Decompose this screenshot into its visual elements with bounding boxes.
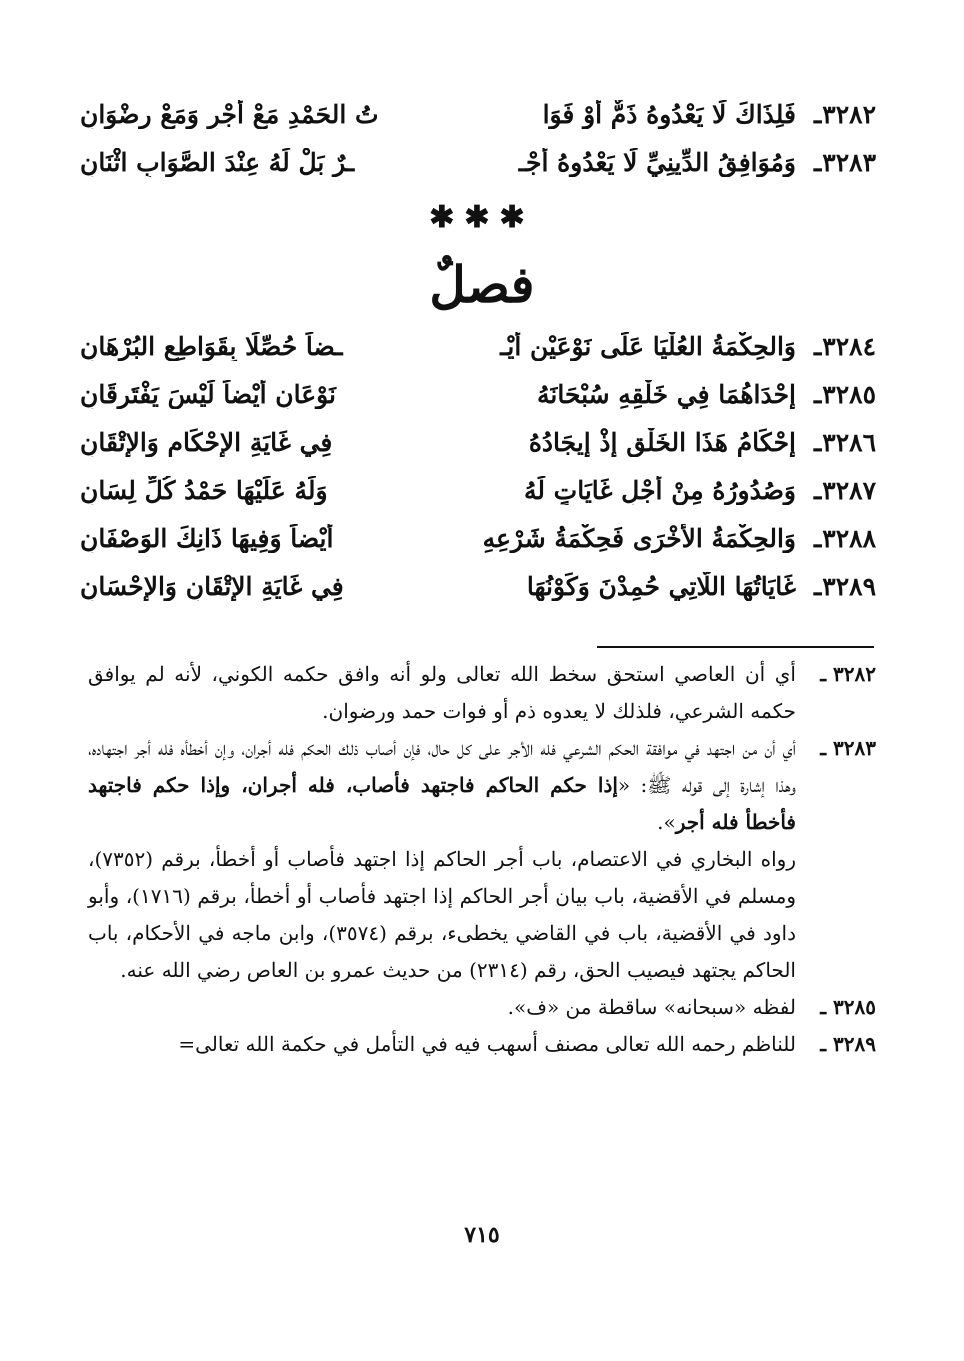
verses-section: [80, 332, 876, 620]
verse-first-hemistich: وَصُدُورُهُ مِنْ أَجْلِ غَايَاتٍ لَهُ: [523, 476, 796, 505]
footnotes: [88, 656, 876, 1063]
verse-row: [80, 148, 876, 196]
verse-row: [80, 380, 876, 428]
footnote-text: [88, 730, 796, 841]
section-separator-stars: ✱✱✱: [429, 200, 535, 235]
verse-second-hemistich: نَوْعَانِ أَيْضاً لَيْسَ يَفْتَرِقَانِ: [80, 380, 336, 409]
footnote-number: ٣٢٨٥ ـ: [820, 995, 876, 1019]
verse-row: [80, 524, 876, 572]
verse-first-hemistich: وَالحِكْمَةُ العُلْيَا عَلَى نَوْعَيْنِ أَيْـ: [500, 332, 796, 361]
footnote-text-intro: أي أن من اجتهد في موافقة الحكم الشرعي فله الأجر على كل حال، فإن أصاب ذلك الحكم فله أجران، وإن أخطأه فله أجر اجتهاده، وهذا إشارة إلى قوله ﷺ: «: [88, 736, 796, 797]
verse-number: ٣٢٨٩ـ: [813, 572, 876, 601]
hadith-quote: إذا حكم الحاكم فاجتهد فأصاب، فله أجران، وإذا حكم فاجتهد فأخطأ فله أجر: [88, 773, 796, 834]
verse-row: [80, 100, 876, 148]
verse-number: ٣٢٨٨ـ: [813, 524, 876, 553]
verse-first-hemistich: غَايَاتُهَا اللَّاتِي حُمِدْنَ وَكَوْنُهَا: [526, 572, 796, 601]
verse-number: ٣٢٨٥ـ: [813, 380, 876, 409]
verse-row: [80, 428, 876, 476]
footnote-number: ٣٢٨٩ ـ: [820, 1032, 876, 1056]
footnote: [88, 730, 876, 841]
verse-first-hemistich: وَمُوَافِقُ الدِّينِيِّ لَا يَعْدُوهُ أَجْـ: [518, 148, 796, 177]
footnote-number: ٣٢٨٢ ـ: [820, 662, 876, 686]
verse-second-hemistich: فِي غَايَةِ الإِتْقَانِ وَالإِحْسَانِ: [80, 572, 344, 601]
footnote-text: للناظم رحمه الله تعالى مصنف أسهب فيه في التأمل في حكمة الله تعالى=: [178, 1032, 796, 1056]
verse-second-hemistich: فِي غَايَةِ الإِحْكَامِ وَالإِتْقَانِ: [80, 428, 333, 457]
verses-top: [80, 100, 876, 196]
footnote-divider: [597, 646, 874, 648]
verse-second-hemistich: وَلَهُ عَلَيْهَا حَمْدُ كُلِّ لِسَانِ: [80, 476, 328, 505]
verse-number: ٣٢٨٢ـ: [813, 100, 876, 129]
verse-second-hemistich: تُ الحَمْدِ مَعْ أَجْرٍ وَمَعْ رِضْوَانِ: [80, 100, 379, 129]
footnote-text: لفظه «سبحانه» ساقطة من «ف».: [507, 995, 796, 1019]
footnote: [88, 656, 876, 730]
verse-second-hemistich: أَيْضاً وَفِيهَا ذَانِكَ الوَصْفَانِ: [80, 524, 334, 553]
footnote: [88, 989, 876, 1026]
verse-first-hemistich: إِحْدَاهُمَا فِي خَلْقِهِ سُبْحَانَهُ: [536, 380, 796, 409]
quote-close: ».: [657, 810, 676, 834]
verse-first-hemistich: فَلِذَاكَ لَا يَعْدُوهُ ذَمٌّ أَوْ فَوَا: [542, 100, 796, 129]
footnote-text: أي أن العاصي استحق سخط الله تعالى ولو أنه وافق حكمه الكوني، لأنه لم يوافق حكمه الشرعي، فلذلك لا يعدوه ذم أو فوات حمد ورضوان.: [88, 662, 796, 723]
footnote: [88, 1026, 876, 1063]
verse-number: ٣٢٨٤ـ: [813, 332, 876, 361]
verse-number: ٣٢٨٦ـ: [813, 428, 876, 457]
verse-first-hemistich: وَالحِكْمَةُ الأُخْرَى فَحِكْمَةُ شَرْعِهِ: [482, 524, 796, 553]
verse-row: [80, 572, 876, 620]
footnote-source: رواه البخاري في الاعتصام، باب أجر الحاكم إذا اجتهد فأصاب أو أخطأ، برقم (٧٣٥٢)، ومسلم في الأقضية، باب بيان أجر الحاكم إذا اجتهد فأصاب أو أخطأ، برقم (١٧١٦)، وأبو داود في الأقضية، باب في القاضي يخطىء، برقم (٣٥٧٤)، وابن ماجه في الأحكام، باب الحاكم يجتهد فيصيب الحق، رقم (٢٣١٤) من حديث عمرو بن العاص رضي الله عنه.: [88, 847, 796, 982]
verse-number: ٣٢٨٣ـ: [813, 148, 876, 177]
verse-first-hemistich: إِحْكَامُ هَذَا الخَلْقِ إِذْ إِيجَادُهُ: [528, 428, 796, 457]
verse-number: ٣٢٨٧ـ: [813, 476, 876, 505]
verse-second-hemistich: ـرٌ بَلْ لَهُ عِنْدَ الصَّوَابِ اثْنَانِ: [80, 148, 355, 177]
verse-second-hemistich: ـضاً حُصِّلَا بِقَوَاطِعِ البُرْهَانِ: [80, 332, 343, 361]
footnote-number: ٣٢٨٣ ـ: [820, 736, 876, 760]
verse-row: [80, 476, 876, 524]
verse-row: [80, 332, 876, 380]
page-number: ٧١٥: [464, 1222, 500, 1248]
section-heading: فصلٌ: [429, 255, 535, 314]
